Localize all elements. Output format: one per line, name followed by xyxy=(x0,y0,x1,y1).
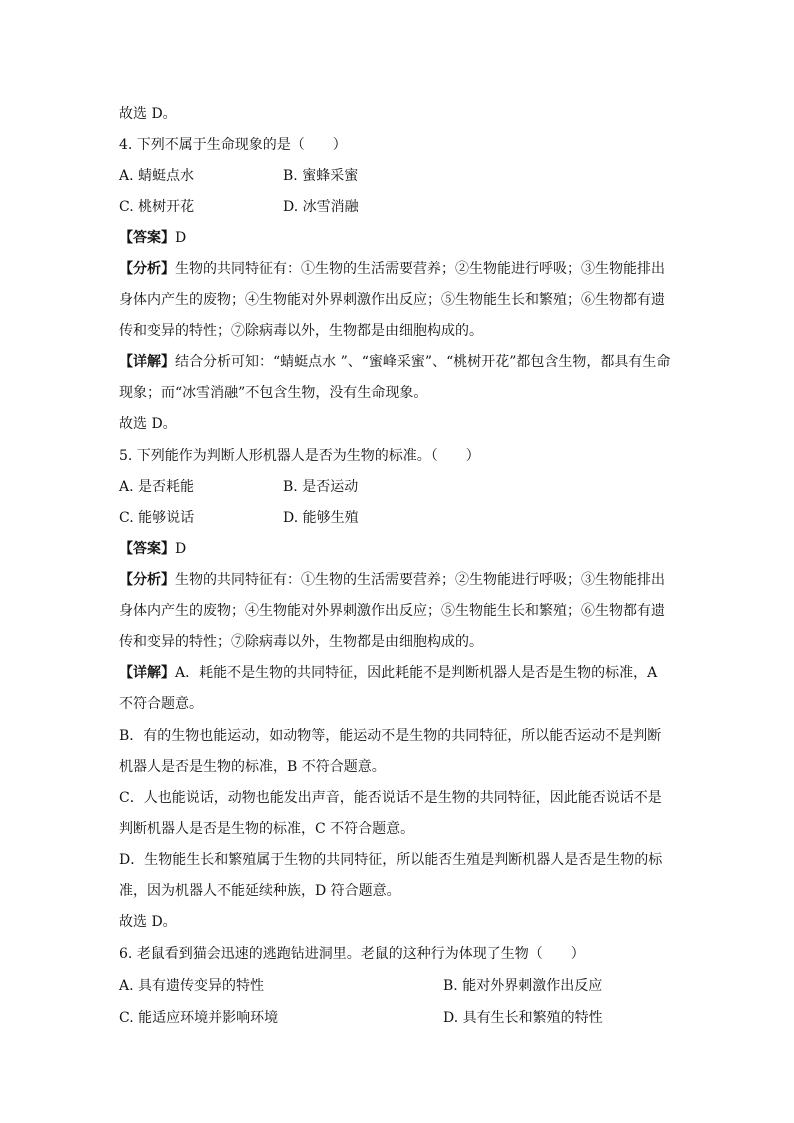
q5-answer-row xyxy=(119,539,186,559)
q5-detail-line-2: 不符合题意。 xyxy=(119,696,203,712)
q4-option-b: B. 蜜蜂采蜜 xyxy=(283,168,359,184)
q6-option-b: B. 能对外界刺激作出反应 xyxy=(443,978,603,994)
q5-option-c: C. 能够说话 xyxy=(119,510,195,526)
q5-analysis-line-3: 传和变异的特性；⑦除病毒以外，生物都是由细胞构成的。 xyxy=(119,634,483,650)
q5-analysis-row xyxy=(119,570,665,590)
q4-answer-tag: 【答案】 xyxy=(119,230,175,246)
q4-stem: 4. 下列不属于生命现象的是（ ） xyxy=(119,137,347,153)
q4-answer-row xyxy=(119,228,186,248)
q5-detail-line-1: A．耗能不是生物的共同特征，因此耗能不是判断机器人是否是生物的标准，A xyxy=(175,665,658,681)
q4-detail-line-2: 现象；而“冰雪消融”不包含生物，没有生命现象。 xyxy=(119,385,428,401)
q5-analysis-tag: 【分析】 xyxy=(119,572,175,588)
q5-detail-line-5: C．人也能说话，动物也能发出声音，能否说话不是生物的共同特征，因此能否说话不是 xyxy=(119,790,662,806)
q5-analysis-line-1: 生物的共同特征有：①生物的生活需要营养；②生物能进行呼吸；③生物能排出 xyxy=(175,572,665,588)
q5-detail-line-4: 机器人是否是生物的标准，B 不符合题意。 xyxy=(119,759,386,775)
q4-conclusion: 故选 D。 xyxy=(119,416,177,432)
q5-answer-tag: 【答案】 xyxy=(119,541,175,557)
q6-stem: 6. 老鼠看到猫会迅速的逃跑钻进洞里。老鼠的这种行为体现了生物（ ） xyxy=(119,946,585,962)
q4-analysis-line-2: 身体内产生的废物；④生物能对外界刺激作出反应；⑤生物能生长和繁殖；⑥生物都有遗 xyxy=(119,292,665,308)
q4-answer: D xyxy=(175,230,187,246)
q5-detail-line-7: D．生物能生长和繁殖属于生物的共同特征，所以能否生殖是判断机器人是否是生物的标 xyxy=(119,852,663,868)
q4-option-a: A. 蜻蜓点水 xyxy=(119,168,195,184)
q5-detail-line-6: 判断机器人是否是生物的标准，C 不符合题意。 xyxy=(119,821,415,837)
q6-option-a: A. 具有遗传变异的特性 xyxy=(119,978,265,994)
q3-conclusion: 故选 D。 xyxy=(119,106,177,122)
q4-detail-row xyxy=(119,352,670,372)
q4-analysis-line-3: 传和变异的特性；⑦除病毒以外，生物都是由细胞构成的。 xyxy=(119,323,483,339)
q5-option-d: D. 能够生殖 xyxy=(283,510,359,526)
q4-detail-tag: 【详解】 xyxy=(119,354,175,370)
q5-analysis-line-2: 身体内产生的废物；④生物能对外界刺激作出反应；⑤生物能生长和繁殖；⑥生物都有遗 xyxy=(119,603,665,619)
q5-option-b: B. 是否运动 xyxy=(283,479,359,495)
q4-option-c: C. 桃树开花 xyxy=(119,199,195,215)
q5-detail-line-3: B．有的生物也能运动，如动物等，能运动不是生物的共同特征，所以能否运动不是判断 xyxy=(119,728,662,744)
q5-detail-tag: 【详解】 xyxy=(119,665,175,681)
q6-option-d: D. 具有生长和繁殖的特性 xyxy=(443,1010,603,1026)
q5-stem: 5. 下列能作为判断人形机器人是否为生物的标准。（ ） xyxy=(119,448,480,464)
q4-analysis-line-1: 生物的共同特征有：①生物的生活需要营养；②生物能进行呼吸；③生物能排出 xyxy=(175,261,665,277)
q5-option-a: A. 是否耗能 xyxy=(119,479,195,495)
q4-analysis-tag: 【分析】 xyxy=(119,261,175,277)
q5-conclusion: 故选 D。 xyxy=(119,914,177,930)
q5-answer: D xyxy=(175,541,187,557)
q6-option-c: C. 能适应环境并影响环境 xyxy=(119,1010,279,1026)
q4-analysis-row xyxy=(119,259,665,279)
q5-detail-row xyxy=(119,663,657,683)
q5-detail-line-8: 准，因为机器人不能延续种族，D 符合题意。 xyxy=(119,883,401,899)
q4-option-d: D. 冰雪消融 xyxy=(283,199,359,215)
q4-detail-line-1: 结合分析可知：“蜻蜓点水 ”、“蜜峰采蜜”、“桃树开花”都包含生物，都具有生命 xyxy=(175,354,671,370)
